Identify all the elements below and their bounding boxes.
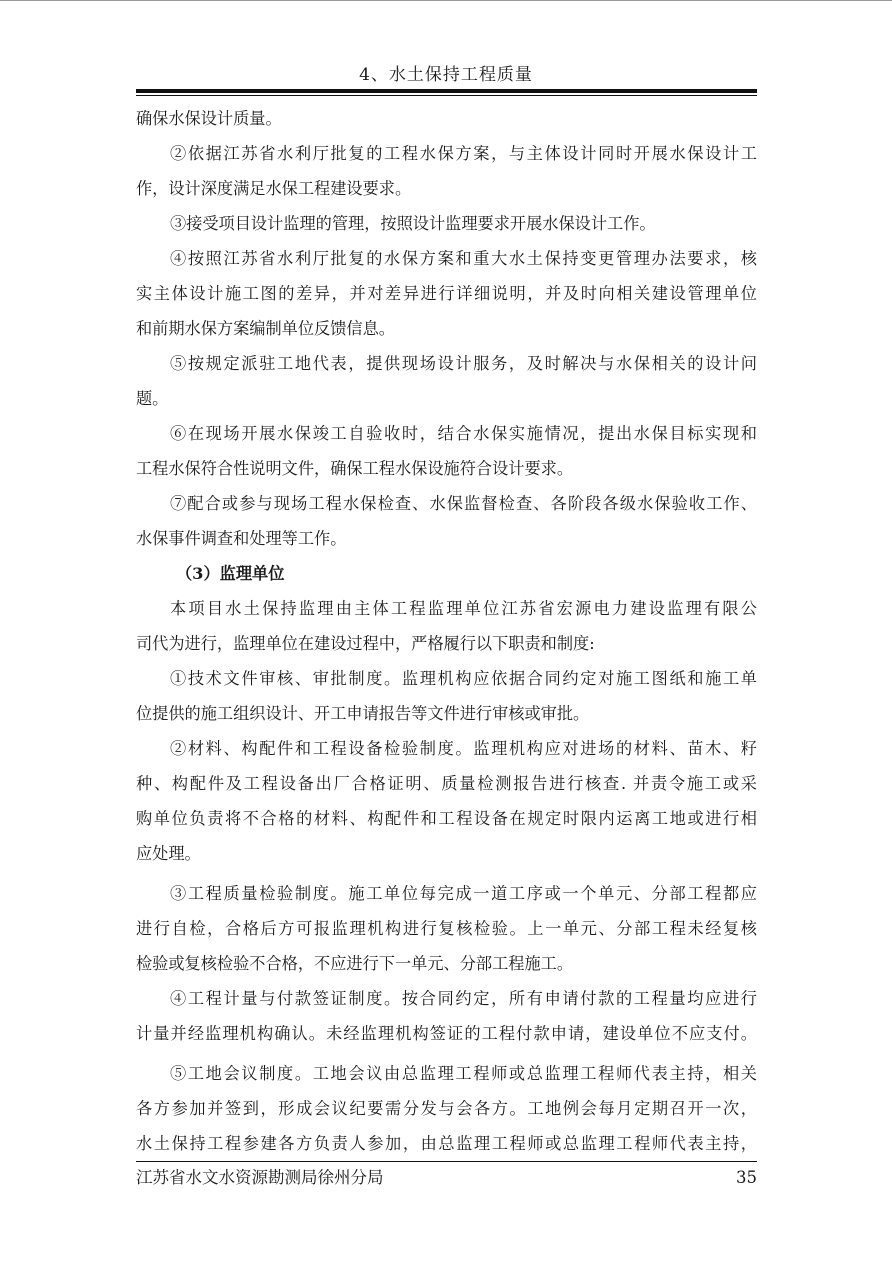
section-heading: （3）监理单位: [176, 564, 285, 583]
paragraph-line: 位提供的施工组织设计、开工申请报告等文件进行审核或审批。: [136, 704, 590, 723]
paragraph-line: 工程水保符合性说明文件，确保工程水保设施符合设计要求。: [136, 459, 574, 478]
paragraph-line: 确保水保设计质量。: [136, 109, 282, 128]
page-number: 35: [736, 1168, 757, 1187]
paragraph-line: 作，设计深度满足水保工程建设要求。: [136, 179, 412, 198]
paragraph-line: 实主体设计施工图的差异，并对差异进行详细说明，并及时向相关建设管理单位: [136, 284, 757, 303]
header-rule-thick: [136, 89, 757, 93]
paragraph-line: 本项目水土保持监理由主体工程监理单位江苏省宏源电力建设监理有限公: [170, 599, 757, 618]
header-rule-thin: [136, 95, 757, 96]
paragraph-line: 各方参加并签到，形成会议纪要需分发与会各方。工地例会每月定期召开一次，: [136, 1099, 757, 1118]
paragraph-line: 水土保持工程参建各方负责人参加，由总监理工程师或总监理工程师代表主持，: [136, 1134, 757, 1153]
paragraph-line: 计量并经监理机构确认。未经监理机构签证的工程付款申请，建设单位不应支付。: [136, 1024, 757, 1043]
paragraph-line: ⑥在现场开展水保竣工自验收时，结合水保实施情况，提出水保目标实现和: [170, 424, 757, 443]
paragraph-line: ⑤按规定派驻工地代表，提供现场设计服务，及时解决与水保相关的设计问: [170, 354, 757, 373]
paragraph-line: ③工程质量检验制度。施工单位每完成一道工序或一个单元、分部工程都应: [170, 884, 757, 903]
paragraph-line: 司代为进行，监理单位在建设过程中，严格履行以下职责和制度:: [136, 634, 595, 653]
paragraph-line: ⑦配合或参与现场工程水保检查、水保监督检查、各阶段各级水保验收工作、: [170, 494, 757, 513]
paragraph-line: 题。: [136, 389, 169, 408]
running-header-title: 4、水土保持工程质量: [359, 65, 533, 85]
paragraph-line: ①技术文件审核、审批制度。监理机构应依据合同约定对施工图纸和施工单: [170, 669, 757, 688]
footer-rule: [136, 1161, 757, 1162]
paragraph-line: ③接受项目设计监理的管理，按照设计监理要求开展水保设计工作。: [170, 214, 656, 233]
paragraph-line: ④按照江苏省水利厅批复的水保方案和重大水土保持变更管理办法要求，核: [170, 249, 757, 268]
paragraph-line: 和前期水保方案编制单位反馈信息。: [136, 319, 395, 338]
paragraph-line: 种、构配件及工程设备出厂合格证明、质量检测报告进行核查. 并责令施工或采: [136, 774, 757, 793]
paragraph-line: ②材料、构配件和工程设备检验制度。监理机构应对进场的材料、苗木、籽: [170, 739, 757, 758]
paragraph-line: 水保事件调查和处理等工作。: [136, 529, 347, 548]
paragraph-line: 检验或复核检验不合格，不应进行下一单元、分部工程施工。: [136, 954, 574, 973]
paragraph-line: ⑤工地会议制度。工地会议由总监理工程师或总监理工程师代表主持，相关: [170, 1064, 757, 1083]
paragraph-line: 进行自检，合格后方可报监理机构进行复核检验。上一单元、分部工程未经复核: [136, 919, 757, 938]
paragraph-line: 购单位负责将不合格的材料、构配件和工程设备在规定时限内运离工地或进行相: [136, 809, 757, 828]
page-body: [136, 101, 757, 1161]
footer-organization: 江苏省水文水资源勘测局徐州分局: [136, 1168, 384, 1187]
paragraph-line: ②依据江苏省水利厅批复的工程水保方案，与主体设计同时开展水保设计工: [170, 144, 757, 163]
paragraph-line: ④工程计量与付款签证制度。按合同约定，所有申请付款的工程量均应进行: [170, 989, 757, 1008]
page-top-edge: [0, 0, 892, 1]
paragraph-line: 应处理。: [136, 844, 201, 863]
